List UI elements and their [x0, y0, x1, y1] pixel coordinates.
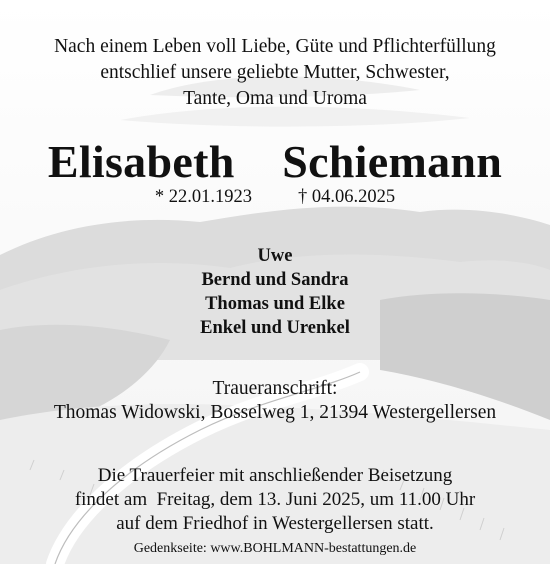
- address-label: Traueranschrift:: [212, 378, 338, 399]
- death-date: † 04.06.2025: [298, 187, 396, 207]
- intro-line-3: Tante, Oma und Uroma: [183, 88, 367, 109]
- deceased-name: Elisabeth Schiemann: [47, 136, 503, 187]
- family-member-4: Enkel und Urenkel: [200, 318, 350, 338]
- family-member-3: Thomas und Elke: [205, 294, 345, 314]
- birth-date: * 22.01.1923: [154, 187, 252, 207]
- life-dates: [0, 185, 550, 209]
- service-line-3: auf dem Friedhof in Westergellersen statt.: [116, 513, 434, 534]
- address: Thomas Widowski, Bosselweg 1, 21394 Westergellersen: [53, 402, 497, 423]
- family-member-1: Uwe: [257, 246, 293, 266]
- service-line-2: findet am Freitag, dem 13. Juni 2025, um 11.00 Uhr: [74, 489, 476, 510]
- intro-line-1: Nach einem Leben voll Liebe, Güte und Pflichterfüllung: [54, 36, 496, 57]
- service-line-1: Die Trauerfeier mit anschließender Beisetzung: [97, 465, 453, 486]
- family-member-2: Bernd und Sandra: [201, 270, 349, 290]
- memorial-website: Gedenkseite: www.BOHLMANN-bestattungen.de: [133, 541, 417, 556]
- intro-line-2: entschlief unsere geliebte Mutter, Schwester,: [100, 62, 450, 83]
